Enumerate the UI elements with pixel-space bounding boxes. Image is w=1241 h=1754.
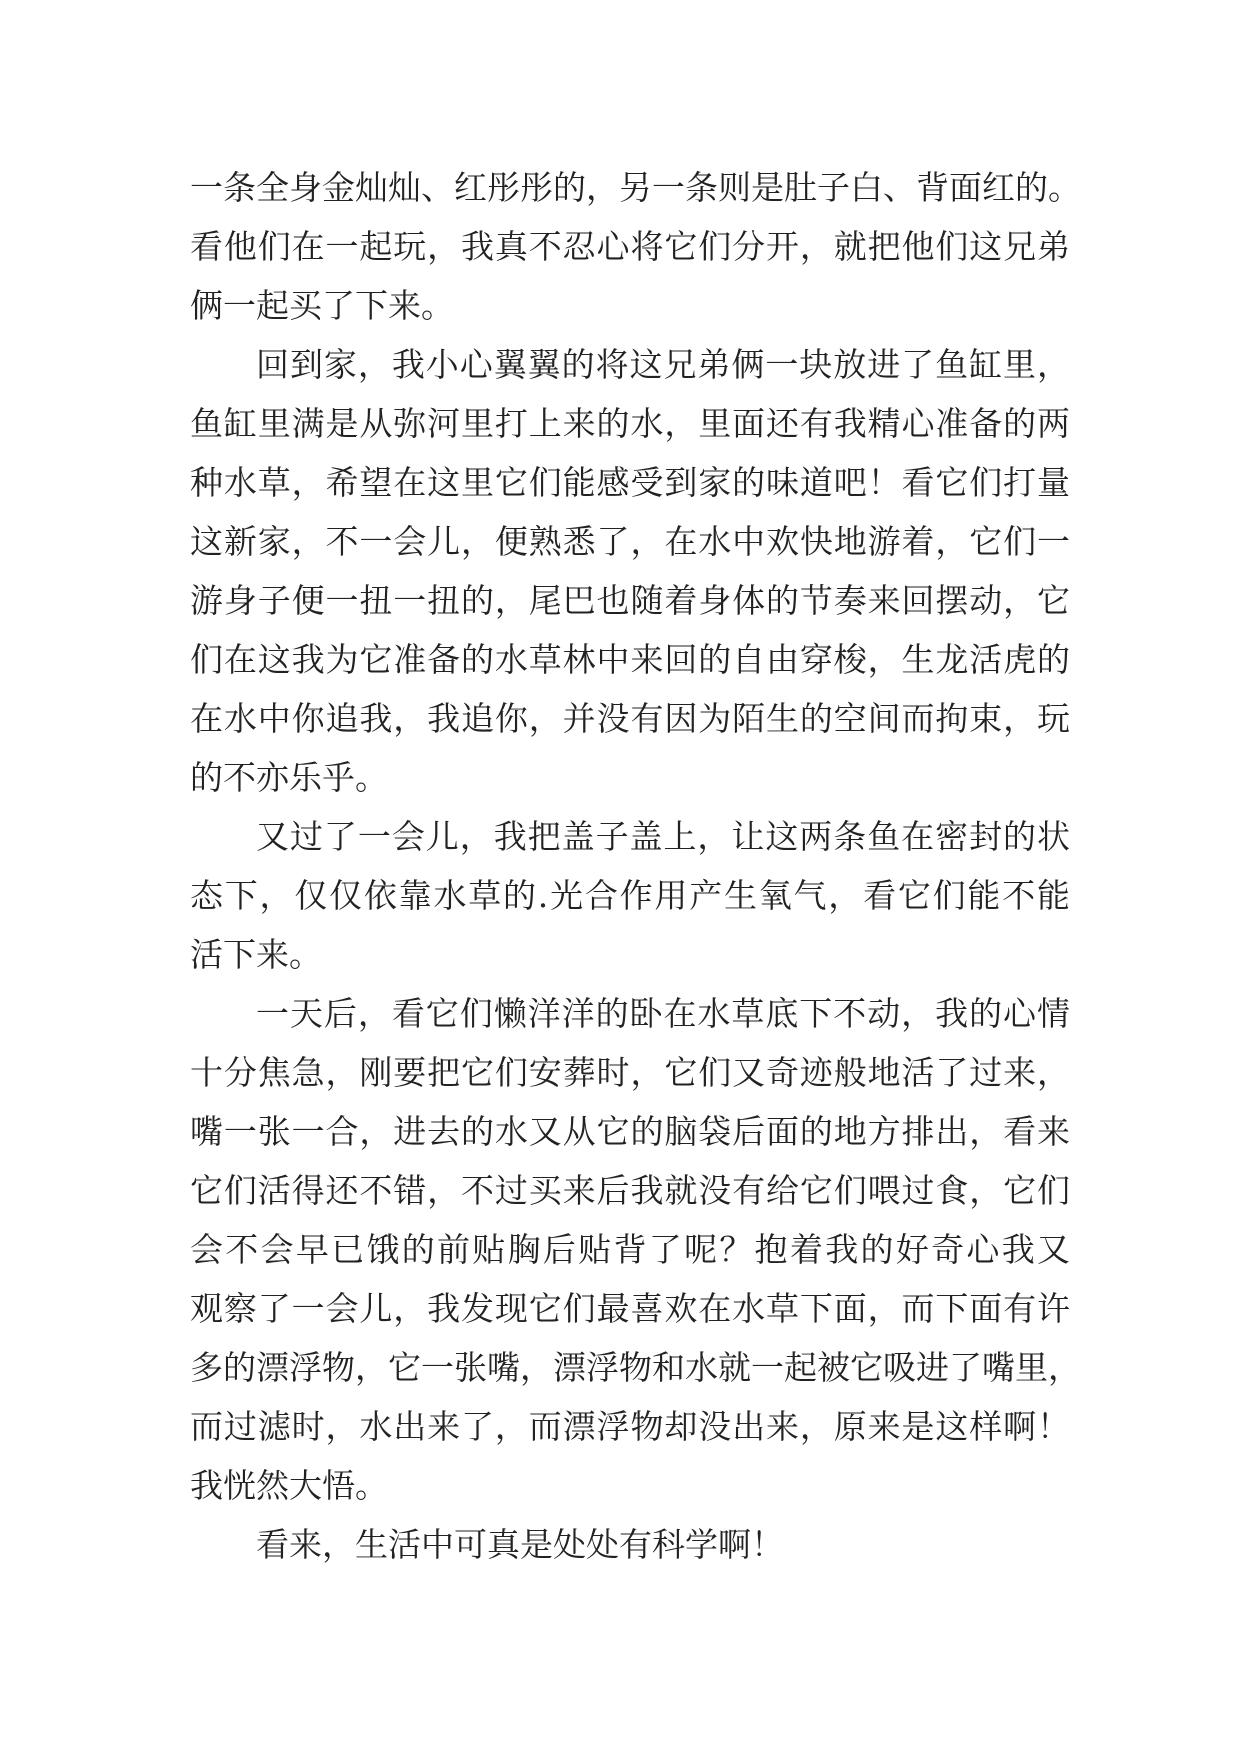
text-line: 们在这我为它准备的水草林中来回的自由穿梭，生龙活虎的 [190, 640, 1070, 679]
paragraph-1 [190, 158, 1081, 335]
text-line: 十分焦急，刚要把它们安葬时，它们又奇迹般地活了过来， [190, 1053, 1070, 1092]
text-line: 这新家，不一会儿，便熟悉了，在水中欢快地游着，它们一 [190, 522, 1070, 561]
text-line: 一天后，看它们懒洋洋的卧在水草底下不动，我的心情 [256, 994, 1070, 1033]
paragraph-5 [190, 1515, 1070, 1574]
text-line: 多的漂浮物，它一张嘴，漂浮物和水就一起被它吸进了嘴里， [190, 1348, 1081, 1387]
text-line: 回到家，我小心翼翼的将这兄弟俩一块放进了鱼缸里， [256, 345, 1070, 384]
paragraph-2 [190, 335, 1070, 807]
text-line: 种水草，希望在这里它们能感受到家的味道吧！看它们打量 [190, 463, 1070, 502]
text-line: 俩一起买了下来。 [190, 286, 454, 325]
text-line: 一条全身金灿灿、红彤彤的，另一条则是肚子白、背面红的。 [190, 168, 1081, 207]
text-line: 我恍然大悟。 [190, 1466, 388, 1505]
text-line: 看来，生活中可真是处处有科学啊！ [256, 1525, 784, 1564]
paragraph-3 [190, 807, 1070, 984]
text-line: 鱼缸里满是从弥河里打上来的水，里面还有我精心准备的两 [190, 404, 1070, 443]
text-line: 会不会早已饿的前贴胸后贴背了呢？抱着我的好奇心我又 [190, 1230, 1070, 1269]
text-line: 态下，仅仅依靠水草的.光合作用产生氧气，看它们能不能 [190, 876, 1070, 915]
text-line: 又过了一会儿，我把盖子盖上，让这两条鱼在密封的状 [256, 817, 1070, 856]
text-line: 它们活得还不错，不过买来后我就没有给它们喂过食，它们 [190, 1171, 1070, 1210]
text-line: 观察了一会儿，我发现它们最喜欢在水草下面，而下面有许 [190, 1289, 1070, 1328]
text-line: 而过滤时，水出来了，而漂浮物却没出来，原来是这样啊！ [190, 1407, 1070, 1446]
paragraph-4 [190, 984, 1081, 1515]
text-line: 的不亦乐乎。 [190, 758, 388, 797]
text-line: 看他们在一起玩，我真不忍心将它们分开，就把他们这兄弟 [190, 227, 1070, 266]
article-body [190, 158, 1081, 1574]
text-line: 在水中你追我，我追你，并没有因为陌生的空间而拘束，玩 [190, 699, 1070, 738]
text-line: 嘴一张一合，进去的水又从它的脑袋后面的地方排出，看来 [190, 1112, 1070, 1151]
text-line: 游身子便一扭一扭的，尾巴也随着身体的节奏来回摆动，它 [190, 581, 1070, 620]
text-line: 活下来。 [190, 935, 322, 974]
